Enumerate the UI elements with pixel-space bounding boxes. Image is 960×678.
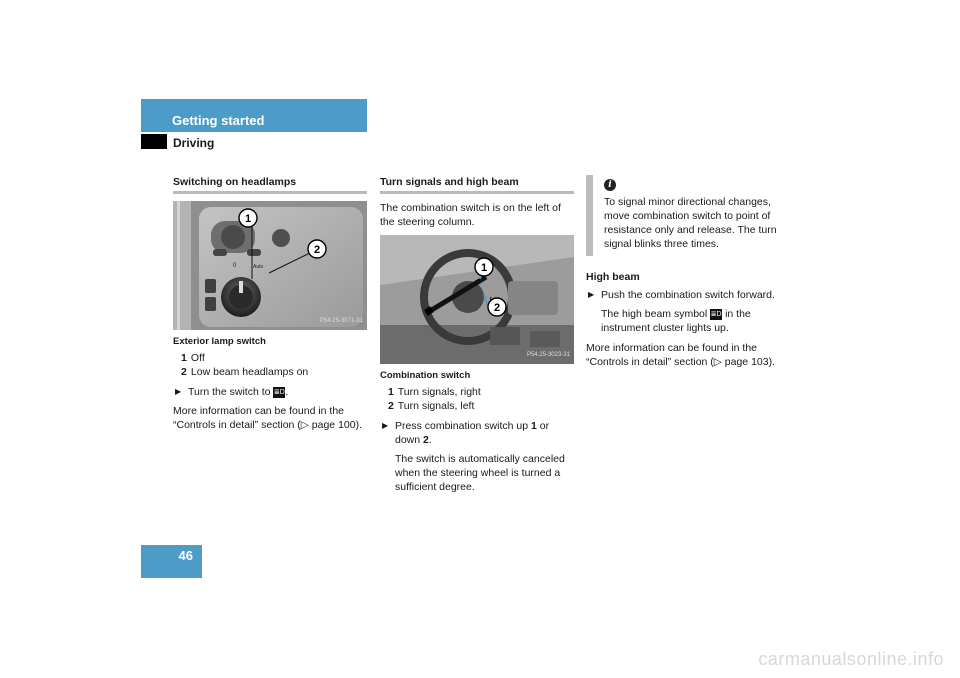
section-tab-marker [141, 134, 167, 149]
step-arrow-icon: ▶ [175, 387, 182, 396]
low-beam-symbol-icon: ≣D [273, 388, 285, 396]
step-note: The switch is automatically canceled when the steering wheel is turned a sufficient degree. [395, 453, 565, 493]
column-headlamps [173, 175, 367, 438]
turn-signals-heading: Turn signals and high beam [380, 175, 574, 194]
column-high-beam [586, 175, 780, 375]
intro-text: The combination switch is on the left of the steering column. [380, 202, 561, 228]
figure-caption: Combination switch [380, 370, 471, 381]
legend-item: 2 Low beam headlamps on [181, 366, 309, 378]
legend-item: 1 Off [181, 352, 205, 364]
more-info-text: More information can be found in the “Controls in detail” section (▷ page 100). [173, 405, 362, 431]
page-number: 46 [141, 545, 202, 578]
exterior-lamp-switch-image [173, 201, 367, 330]
marker-2: 2 [313, 244, 321, 256]
combination-switch-image [380, 235, 574, 364]
high-beam-heading: High beam [586, 271, 640, 283]
step-result: The high beam symbol ≣D in the instrument cluster lights up. [601, 308, 751, 334]
marker-1: 1 [244, 213, 252, 225]
figure-code: P54.25-3071-31 [319, 318, 363, 324]
instruction-step: ▶ Push the combination switch forward. [588, 289, 775, 301]
info-box [586, 175, 780, 256]
legend-item: 1 Turn signals, right [388, 386, 481, 398]
instruction-step: ▶ Turn the switch to ≣D. [175, 386, 289, 398]
step-arrow-icon: ▶ [382, 421, 389, 430]
more-info-text: More information can be found in the “Controls in detail” section (▷ page 103). [586, 342, 775, 368]
section-title: Driving [173, 136, 215, 150]
column-turn-signals [380, 175, 574, 500]
legend-item: 2 Turn signals, left [388, 400, 475, 412]
marker-1: 1 [480, 262, 488, 274]
chapter-header [141, 99, 367, 132]
headlamps-heading: Switching on headlamps [173, 175, 367, 194]
high-beam-symbol-icon: ≣D [710, 310, 722, 318]
watermark: carmanualsonline.info [758, 649, 944, 669]
figure-caption: Exterior lamp switch [173, 336, 266, 347]
step-arrow-icon: ▶ [588, 290, 595, 299]
info-text: To signal minor directional changes, move combination switch to point of resistance only and release. The turn signal blinks three times. [604, 196, 777, 250]
figure-code: P54.25-3023-31 [526, 352, 570, 358]
marker-2: 2 [493, 302, 501, 314]
svg-text:Auto: Auto [253, 264, 264, 270]
instruction-step: ▶ Press combination switch up 1 or down 2. [382, 420, 550, 446]
svg-text:0: 0 [233, 263, 237, 269]
chapter-title: Getting started [172, 113, 265, 128]
info-icon: i [604, 179, 616, 191]
